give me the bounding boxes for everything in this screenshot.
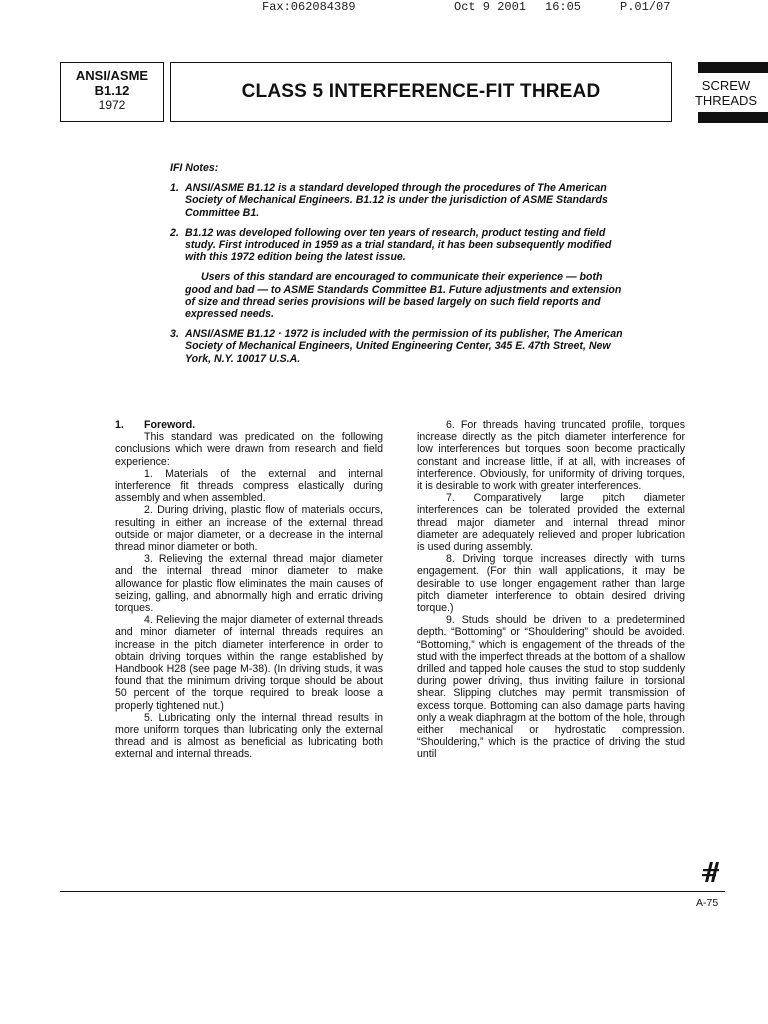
foreword-paragraph: This standard was predicated on the following conclusions which were drawn from research and field experience: xyxy=(115,431,383,468)
note-number: 3. xyxy=(170,328,179,341)
section-tab-line2: THREADS xyxy=(694,93,758,108)
ifi-note-3 xyxy=(170,328,625,365)
section-tab xyxy=(684,78,768,108)
section-tab-bar-bottom xyxy=(698,112,768,123)
section-tab-bar-top xyxy=(698,62,768,73)
note-text: ANSI/ASME B1.12 is a standard developed through the procedures of The American Society of Mechanical Engineers. B1.12 is under the jurisdiction of ASME Standards Committee B1. xyxy=(185,182,608,219)
section-tab-line1: SCREW xyxy=(701,78,751,93)
foreword-paragraph: 7. Comparatively large pitch diameter interferences can be tolerated provided the external thread major diameter and internal thread minor diameter are adequately relieved and proper lubrication is used during assembly. xyxy=(417,492,685,554)
standard-year: 1972 xyxy=(98,98,126,112)
ifi-note-2-paragraph: Users of this standard are encouraged to communicate their experience — both good and bad — to ASME Standards Committee B1. Future adjustments and extension of size and thread series provisions will be based largely on such field reports and expressed needs. xyxy=(185,271,622,321)
fax-number: Fax:062084389 xyxy=(262,0,356,14)
foreword-paragraph: 5. Lubricating only the internal thread results in more uniform torques than lubricating only the external thread and is almost as beneficial as lubricating both external and internal threads. xyxy=(115,711,383,761)
fax-date: Oct 9 2001 xyxy=(454,0,527,14)
foreword-paragraph: 4. Relieving the major diameter of external threads and minor diameter of internal threads requires an increase in the pitch diameter interference in order to obtain driving torques within the range established by Handbook H28 (see page M-38). (In driving studs, it was found that the minimum driving torque should be about 50 percent of the torque required to break loose a properly tightened nut.) xyxy=(115,614,383,712)
foreword-paragraph: 1. Materials of the external and internal interference fit threads compress elastically during assembly and when assembled. xyxy=(115,467,383,505)
foreword-paragraph: 9. Studs should be driven to a predetermined depth. “Bottoming” or “Shouldering” should be avoided. “Bottoming,” which is engagement of the threads of the stud with the imperfect threads at the bottom of a shallow drilled and tapped hole causes the stud to stop suddenly during power driving, thus inviting failure in torsional shear. Slipping clutches may permit transmission of excess torque. Bottoming can also damage parts having only a weak diaphragm at the bottom of the hole, through either mechanical or hydrostatic compression. “Shouldering,” which is the practice of driving the stud until xyxy=(417,614,685,761)
ifi-notes-heading: IFI Notes: xyxy=(170,162,219,174)
standard-number: B1.12 xyxy=(94,83,130,98)
standard-designation-box xyxy=(60,62,164,122)
page-number: A-75 xyxy=(696,897,719,909)
ifi-note-2 xyxy=(170,227,625,264)
note-number: 2. xyxy=(170,226,179,239)
foreword-paragraph: 3. Relieving the external thread major diameter and the internal thread minor diameter to make allowance for plastic flow eliminates the main causes of seizing, galling, and abnormally high and erratic driving torques. xyxy=(115,553,383,615)
title-box xyxy=(170,62,672,122)
standard-org: ANSI/ASME xyxy=(75,68,149,83)
ifi-logo-icon xyxy=(702,860,720,884)
foreword-right-column xyxy=(417,419,685,761)
fax-time: 16:05 xyxy=(545,0,582,14)
section-number: 1. xyxy=(115,419,124,431)
ifi-notes xyxy=(170,162,625,373)
page-title: CLASS 5 INTERFERENCE-FIT THREAD xyxy=(241,81,601,102)
foreword-paragraph: 8. Driving torque increases directly with turns engagement. (For thin wall applications, it may be desirable to use longer engagement rather than large pitch diameter interference to obtain desired driving torque.) xyxy=(417,553,685,615)
foreword-paragraph: 6. For threads having truncated profile, torques increase directly as the pitch diameter interference for low interferences but torques soon become practically constant and increase little, if at all, with increases of interference. Obviously, for uniformity of driving torques, it is desirable to work with greater interferences. xyxy=(417,419,685,493)
note-text: ANSI/ASME B1.12 · 1972 is included with the permission of its publisher, The American Society of Mechanical Engineers, United Engineering Center, 345 E. 47th Street, New York, N.Y. 10017 U.S.A. xyxy=(185,328,623,365)
foreword-paragraph: 2. During driving, plastic flow of materials occurs, resulting in either an increase of the external thread outside or major diameter, or a decrease in the internal thread minor diameter or both. xyxy=(115,504,383,554)
note-number: 1. xyxy=(170,182,179,195)
footer-rule xyxy=(60,891,725,892)
fax-page-count: P.01/07 xyxy=(620,0,671,14)
ifi-note-1 xyxy=(170,182,625,219)
foreword-left-column xyxy=(115,419,383,761)
fax-header xyxy=(0,0,768,16)
note-text: B1.12 was developed following over ten years of research, product testing and field study. First introduced in 1959 as a trial standard, it has been subsequently modified with this 1972 edition being the latest issue. xyxy=(185,226,612,264)
foreword-heading xyxy=(115,419,383,431)
section-heading: Foreword. xyxy=(144,419,196,431)
